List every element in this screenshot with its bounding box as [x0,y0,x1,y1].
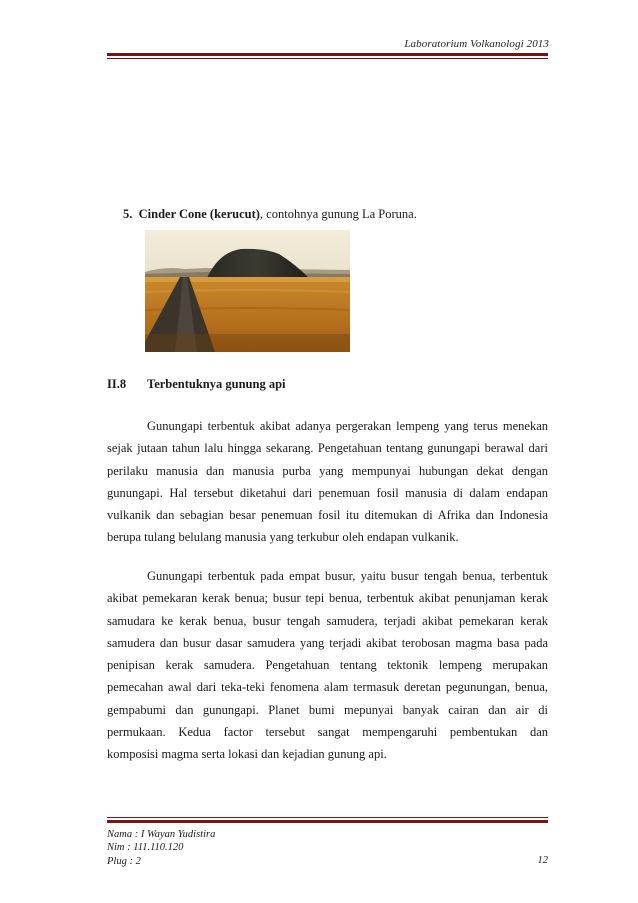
footer-nim: Nim : 111.110.120 [107,842,184,853]
cinder-cone-image [145,230,350,352]
list-item-cinder-cone [123,207,417,222]
paragraph-line: samudera dan busur dasar samudera yang terjadi akibat terobosan magma basa pada [107,635,548,650]
header-rule-thin [107,58,548,59]
paragraph-line: berupa tulang belulang manusia yang terkubur oleh endapan vulkanik. [107,530,459,545]
paragraph-line: permukaan. Kedua factor tersebut sangat mempengaruhi pembentukan dan [107,725,548,740]
paragraph-2 [107,565,548,766]
paragraph-line: samudara ke kerak benua, busur tengah samudera, terjadi akibat pemekaran kerak [107,613,548,628]
cinder-cone-photo [145,230,350,352]
paragraph-line: gempabumi dan gunungapi. Planet bumi mepunyai banyak cairan dan air di [107,702,548,717]
header-rule-thick [107,53,548,56]
header-title: Laboratorium Volkanologi 2013 [404,38,549,50]
paragraph-line: perilaku manusia dan manusia purba yang mempunyai hubungan dekat dengan [107,463,548,478]
paragraph-1 [107,415,548,549]
list-item-bold-term: Cinder Cone (kerucut) [138,207,260,221]
paragraph-line: vulkanik dan sebagian besar penemuan fosil itu ditemukan di Afrika dan Indonesia [107,508,548,523]
footer-name: Nama : I Wayan Yudistira [107,829,216,840]
paragraph-line: komposisi magma serta lokasi dan kejadian gunung api. [107,747,387,762]
paragraph-line: Gunungapi terbentuk akibat adanya pergerakan lempeng yang terus menekan [147,419,548,433]
section-number: II.8 [107,377,127,391]
footer-rule-thin [107,817,548,818]
footer-rule-thick [107,820,548,823]
paragraph-line: Gunungapi terbentuk pada empat busur, yaitu busur tengah benua, terbentuk [147,569,548,583]
paragraph-line: akibat pemekaran kerak benua; busur tepi benua, terbentuk akibat penunjaman kerak [107,591,548,606]
paragraph-line: pemecahan awal dari teka-teki fenomena alam termasuk deretan pegunungan, benua, [107,680,548,695]
list-item-rest: , contohnya gunung La Poruna. [259,207,417,221]
section-title: Terbentuknya gunung api [147,377,286,391]
paragraph-line: sejak jutaan tahun lalu hingga sekarang. Pengetahuan tentang gunungapi berawal dari [107,441,548,456]
paragraph-line: penipisan kerak samudera. Pengetahuan tentang tektonik lempeng merupakan [107,658,548,673]
list-item-number: 5. [123,207,133,221]
footer-plug: Plug : 2 [107,856,141,867]
paragraph-line: gunungapi. Hal tersebut diketahui dari penemuan fosil manusia di dalam endapan [107,485,548,500]
page-number: 12 [537,855,548,866]
